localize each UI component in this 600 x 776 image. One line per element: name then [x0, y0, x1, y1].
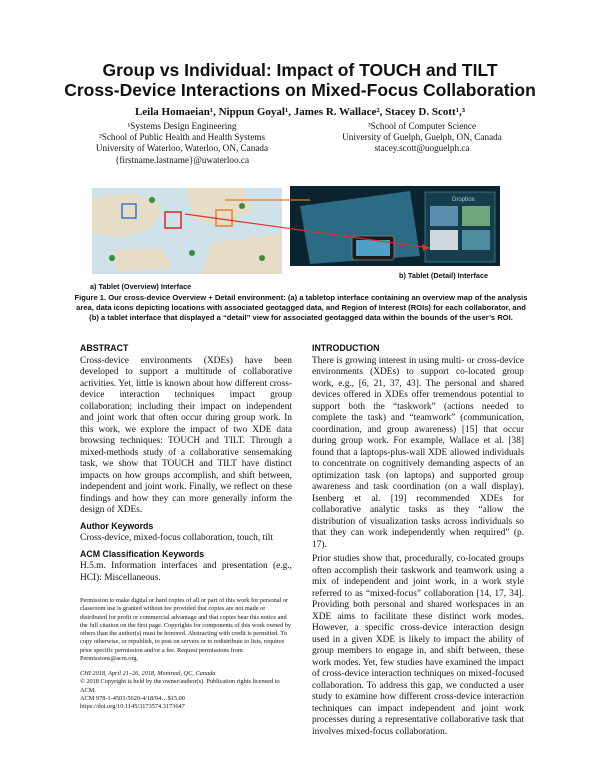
affiliation-email: stacey.scott@uoguelph.ca [374, 143, 470, 154]
figure-arrows [0, 180, 600, 280]
abstract-heading: ABSTRACT [80, 343, 129, 353]
affiliation-line: University of Waterloo, Waterloo, ON, Canada [95, 143, 269, 154]
conference-name: CHI 2018, April 21–26, 2018, Montreal, QC, Canada [80, 670, 216, 677]
affiliation-line: University of Guelph, Guelph, ON, Canada [342, 132, 502, 143]
figure-caption: Figure 1. Our cross-device Overview + Detail environment: (a) a tabletop interface containing an overview map of the analysis area, data icons depicting locations with associated geotagged data, and Region of Interest (ROIs) for each collaborator, and (b) a tablet interface that displayed a “detail” view for associated geotagged data within the bounds of the user’s ROI. [74, 293, 528, 322]
caption-b: b) Tablet (Detail) Interface [399, 271, 489, 280]
dropbox-label: Dropbox [452, 197, 475, 203]
paper-title [40, 60, 560, 100]
affiliation-line: ¹Systems Design Engineering [127, 121, 237, 131]
affiliation-line: ²School of Public Health and Health Systems [98, 132, 266, 143]
keywords-heading: Author Keywords [80, 520, 154, 531]
caption-a: a) Tablet (Overview) Interface [90, 282, 192, 291]
acm-text: H.5.m. Information interfaces and presentation (e.g., HCI): Miscellaneous. [80, 561, 292, 583]
title-line-1: Group vs Individual: Impact of TOUCH and TILT [102, 60, 498, 80]
keywords-text: Cross-device, mixed-focus collaboration, touch, tilt [80, 533, 273, 543]
affiliations-right [312, 121, 532, 155]
conference-info [80, 670, 292, 711]
introduction-heading: INTRODUCTION [312, 343, 380, 353]
title-line-2: Cross-Device Interactions on Mixed-Focus Collaboration [64, 80, 536, 100]
isbn-line: ACM 978-1-4503-5620-4/18/04…$15.00 [80, 694, 185, 702]
permission-notice: Permission to make digital or hard copies of all or part of this work for personal or classroom use is granted without fee provided that copies are not made or distributed for profit or commercial advantage and that copies bear this notice and the full citation on the first page. Copyrights for components of this work owned by others than the author(s) must be honored. Abstracting with credit is permitted. To copy otherwise, or republish, to post on servers or to redistribute to lists, requires prior specific permission and/or a fee. Request permissions from Permissions@acm.org. [80, 597, 292, 663]
doi-link[interactable]: https://doi.org/10.1145/3173574.3173647 [80, 703, 185, 711]
abstract-text: Cross-device environments (XDEs) have been developed to support a multitude of collaborative activities. Yet, little is known about how different cross-device interaction techniques impact group collaboration; including their impact on independent and joint work that often occur during group work. In this work, we explore the impact of two XDE data browsing techniques: TOUCH and TILT. Through a mixed-methods study of a collaborative sensemaking task, we show that TOUCH and TILT have distinct impacts on how groups accomplish, and shift between, independent and joint work. Finally, we reflect on these findings and how they can more generally inform the design of XDEs. [80, 355, 292, 515]
introduction-paragraph-1: There is growing interest in using multi- or cross-device environments (XDEs) to support co-located group work, e.g., [6, 21, 37, 43]. The personal and shared devices offered in XDEs offer tremendous potential to support both the “taskwork” (actions needed to complete the task) and “teamwork” (communication, coordination, and group awareness) [15] that occur during group work. For example, Wallace et al. [38] found that a laptops-plus-wall XDE allowed individuals to concentrate on cognitively demanding aspects of an optimization task (on laptops) and supported group awareness and task coordination (on a wall display). Isenberg et al. [19] recommended XDEs for collaborative analytic tasks as they “allow the distribution of visualization tasks across individuals so that they can work independently when required” (p. 17). [312, 355, 524, 550]
left-column [80, 343, 292, 587]
introduction-paragraph-2: Prior studies show that, procedurally, co-located groups often accomplish their taskwork and teamwork using a mix of independent and joint work, in a work style referred to as “mixed-focus” collaboration [14, 17, 34]. Providing both personal and shared workspaces in an XDE aims to facilitate these distinct work modes. However, a specific cross-device interaction design used in a given XDE is likely to impact the ability of group members to engage in, and shift between, these work modes. Yet, few studies have examined the impact of cross-device interaction techniques on mixed-focused collaboration. To address this gap, we conducted a user study to examine how different cross-device interaction techniques can impact independent and joint work processes during a representative collaborative task that involves mixed-focus collaboration. [312, 554, 524, 737]
copyright-line: © 2018 Copyright is held by the owner/author(s). Publication rights licensed to ACM. [80, 678, 280, 694]
arrow-connector [185, 214, 430, 248]
acm-heading: ACM Classification Keywords [80, 548, 205, 559]
affiliation-email: {firstname.lastname}@uwaterloo.ca [114, 154, 250, 165]
affiliation-line: ³School of Computer Science [367, 121, 477, 131]
author-list: Leila Homaeian¹, Nippun Goyal¹, James R. Wallace², Stacey D. Scott¹,³ [134, 106, 466, 118]
right-column [312, 343, 524, 741]
affiliations-left [72, 121, 292, 166]
